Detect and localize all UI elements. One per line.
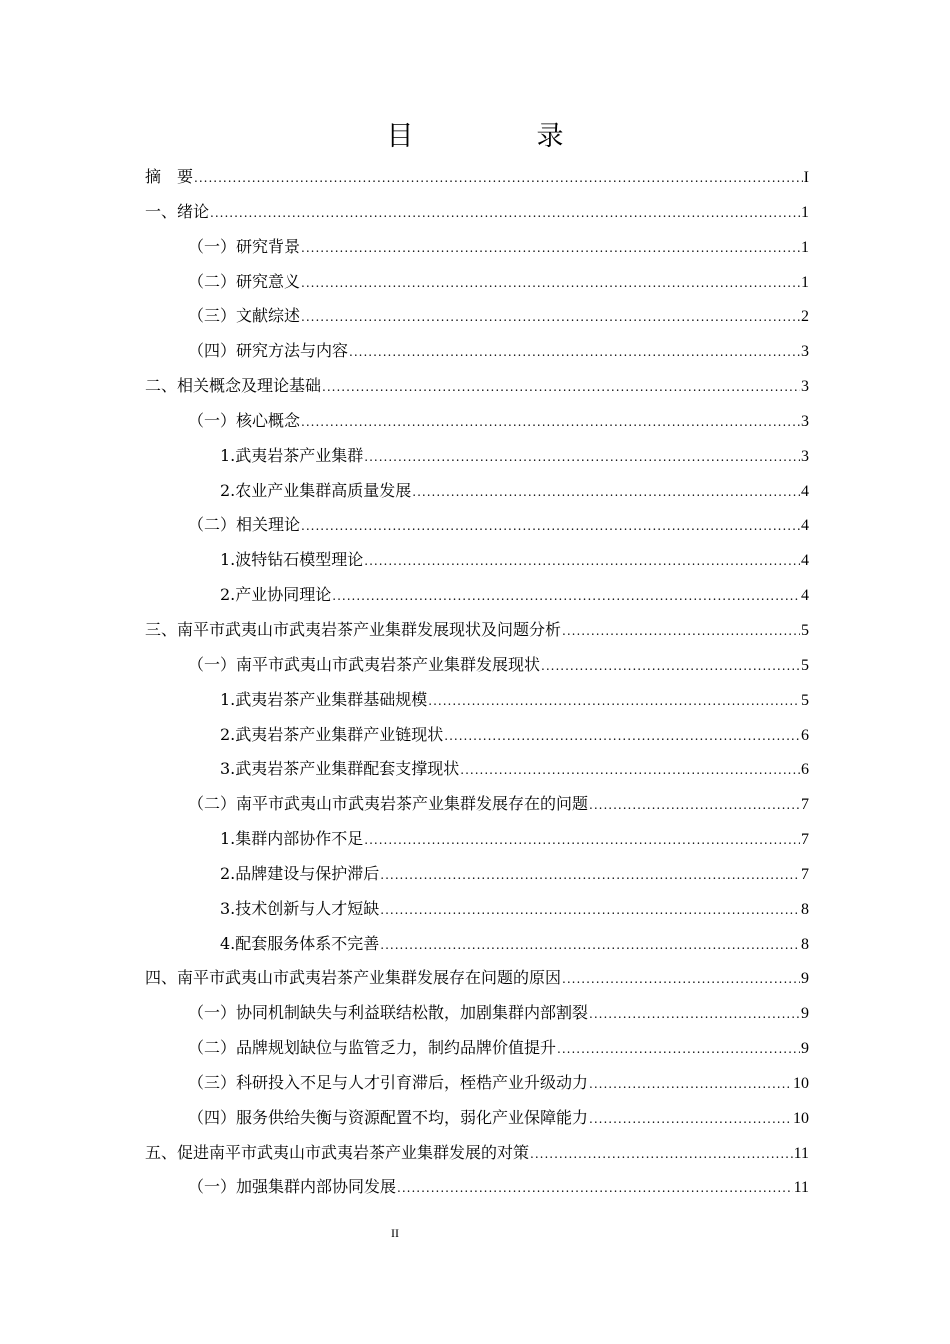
toc-entry-page: 1 <box>801 238 809 256</box>
toc-entry-page: 11 <box>793 1179 809 1197</box>
dot-leader <box>562 614 800 649</box>
toc-entry[interactable] <box>145 230 809 265</box>
page-title: 目 录 <box>386 121 612 152</box>
toc-entry[interactable] <box>145 508 809 543</box>
dot-leader <box>194 161 803 196</box>
toc-entry[interactable] <box>145 822 809 857</box>
toc-entry-page: 4 <box>801 587 809 605</box>
toc-entry[interactable] <box>145 996 809 1031</box>
toc-entry-page: 9 <box>801 1005 809 1023</box>
dot-leader <box>380 858 800 893</box>
dot-leader <box>322 370 800 405</box>
toc-entry[interactable] <box>145 683 809 718</box>
toc-entry[interactable] <box>145 648 809 683</box>
dot-leader <box>380 893 800 928</box>
toc-entry-page: 3 <box>801 412 809 430</box>
dot-leader <box>210 196 800 231</box>
dot-leader <box>530 1137 793 1172</box>
toc-entry-page: 4 <box>801 517 809 535</box>
toc-entry-page: 3 <box>801 447 809 465</box>
table-of-contents <box>145 160 809 1205</box>
toc-entry[interactable] <box>145 334 809 369</box>
toc-entry[interactable] <box>145 927 809 962</box>
dot-leader <box>364 544 800 579</box>
toc-entry-page: 1 <box>801 273 809 291</box>
toc-entry[interactable] <box>145 718 809 753</box>
toc-entry[interactable] <box>145 299 809 334</box>
toc-entry-label: 1.集群内部协作不足 <box>220 829 364 849</box>
dot-leader <box>589 1067 792 1102</box>
dot-leader <box>589 1102 792 1137</box>
toc-entry[interactable] <box>145 439 809 474</box>
toc-entry-label: （三）文献综述 <box>188 306 301 326</box>
toc-entry-label: （二）相关理论 <box>188 515 301 535</box>
toc-entry-page: 9 <box>801 970 809 988</box>
toc-entry-label: （一）加强集群内部协同发展 <box>188 1177 397 1197</box>
dot-leader <box>364 440 800 475</box>
toc-entry-page: 11 <box>793 1144 809 1162</box>
dot-leader <box>380 928 800 963</box>
toc-entry[interactable] <box>145 961 809 996</box>
toc-entry-page: 3 <box>801 343 809 361</box>
toc-entry-page: 4 <box>801 482 809 500</box>
toc-entry-page: 7 <box>801 865 809 883</box>
toc-entry-label: 1.波特钻石模型理论 <box>220 550 364 570</box>
page-number: II <box>391 1226 399 1240</box>
dot-leader <box>349 335 800 370</box>
toc-entry-page: 9 <box>801 1040 809 1058</box>
toc-entry-page: 10 <box>793 1074 809 1092</box>
toc-entry-page: 6 <box>801 726 809 744</box>
toc-entry-label: （一）核心概念 <box>188 410 301 430</box>
dot-leader <box>397 1171 793 1206</box>
dot-leader <box>301 266 800 301</box>
toc-entry-label: （四）研究方法与内容 <box>188 341 349 361</box>
toc-entry[interactable] <box>145 1101 809 1136</box>
toc-entry-label: （二）品牌规划缺位与监管乏力，制约品牌价值提升 <box>188 1038 557 1058</box>
toc-entry-label: （三）科研投入不足与人才引育滞后，桎梏产业升级动力 <box>188 1072 589 1092</box>
toc-entry-page: 7 <box>801 796 809 814</box>
toc-entry-label: 摘 要 <box>145 167 194 186</box>
dot-leader <box>562 962 800 997</box>
toc-entry-label: 2.武夷岩茶产业集群产业链现状 <box>220 724 444 744</box>
toc-entry-page: 1 <box>801 203 809 221</box>
toc-entry-label: 3.武夷岩茶产业集群配套支撑现状 <box>220 759 460 779</box>
toc-entry-label: （二）南平市武夷山市武夷岩茶产业集群发展存在的问题 <box>188 794 589 814</box>
dot-leader <box>332 579 800 614</box>
toc-entry-label: （二）研究意义 <box>188 271 301 291</box>
dot-leader <box>541 649 800 684</box>
toc-entry-page: 2 <box>801 308 809 326</box>
toc-entry-page: 5 <box>801 691 809 709</box>
toc-entry[interactable] <box>145 265 809 300</box>
toc-entry-page: 3 <box>801 378 809 396</box>
toc-entry-label: 2.品牌建设与保护滞后 <box>220 863 380 883</box>
dot-leader <box>301 509 800 544</box>
toc-entry-page: 8 <box>801 900 809 918</box>
toc-entry-page: 4 <box>801 552 809 570</box>
toc-entry[interactable] <box>145 752 809 787</box>
toc-entry[interactable] <box>145 195 809 230</box>
toc-entry-label: 3.技术创新与人才短缺 <box>220 898 380 918</box>
toc-entry[interactable] <box>145 1136 809 1171</box>
dot-leader <box>557 1032 800 1067</box>
toc-entry[interactable] <box>145 404 809 439</box>
dot-leader <box>364 823 800 858</box>
toc-entry[interactable] <box>145 1066 809 1101</box>
toc-entry[interactable] <box>145 474 809 509</box>
toc-entry-page: 5 <box>801 621 809 639</box>
toc-entry-label: （一）协同机制缺失与利益联结松散，加剧集群内部割裂 <box>188 1003 589 1023</box>
dot-leader <box>301 405 800 440</box>
toc-entry-label: （一）南平市武夷山市武夷岩茶产业集群发展现状 <box>188 654 541 674</box>
toc-entry-page: 6 <box>801 761 809 779</box>
dot-leader <box>428 684 800 719</box>
toc-entry-label: 三、南平市武夷山市武夷岩茶产业集群发展现状及问题分析 <box>145 619 562 639</box>
dot-leader <box>301 231 800 266</box>
toc-entry-label: 2.产业协同理论 <box>220 585 332 605</box>
toc-entry-label: 一、绪论 <box>145 201 210 221</box>
dot-leader <box>444 719 800 754</box>
toc-entry-label: 五、促进南平市武夷山市武夷岩茶产业集群发展的对策 <box>145 1142 530 1162</box>
toc-entry[interactable] <box>145 1031 809 1066</box>
toc-entry-page: 8 <box>801 935 809 953</box>
toc-entry[interactable] <box>145 892 809 927</box>
toc-entry-label: 1.武夷岩茶产业集群基础规模 <box>220 689 428 709</box>
toc-entry[interactable] <box>145 1170 809 1205</box>
toc-entry[interactable] <box>145 787 809 822</box>
dot-leader <box>301 300 800 335</box>
toc-entry-label: （一）研究背景 <box>188 236 301 256</box>
toc-entry-label: 2.农业产业集群高质量发展 <box>220 480 412 500</box>
toc-entry[interactable] <box>145 543 809 578</box>
dot-leader <box>589 788 800 823</box>
dot-leader <box>412 475 800 510</box>
toc-entry-label: 四、南平市武夷山市武夷岩茶产业集群发展存在问题的原因 <box>145 968 562 988</box>
toc-entry[interactable] <box>145 369 809 404</box>
toc-entry-page: I <box>803 169 809 186</box>
toc-entry[interactable] <box>145 613 809 648</box>
toc-entry-page: 7 <box>801 831 809 849</box>
dot-leader <box>589 997 800 1032</box>
toc-entry-label: 二、相关概念及理论基础 <box>145 376 322 396</box>
dot-leader <box>460 753 800 788</box>
toc-entry[interactable] <box>145 160 809 195</box>
toc-entry-label: （四）服务供给失衡与资源配置不均，弱化产业保障能力 <box>188 1107 589 1127</box>
toc-entry-page: 10 <box>793 1109 809 1127</box>
toc-entry[interactable] <box>145 857 809 892</box>
toc-entry-label: 4.配套服务体系不完善 <box>220 933 380 953</box>
toc-entry-page: 5 <box>801 656 809 674</box>
toc-entry-label: 1.武夷岩茶产业集群 <box>220 445 364 465</box>
toc-entry[interactable] <box>145 578 809 613</box>
